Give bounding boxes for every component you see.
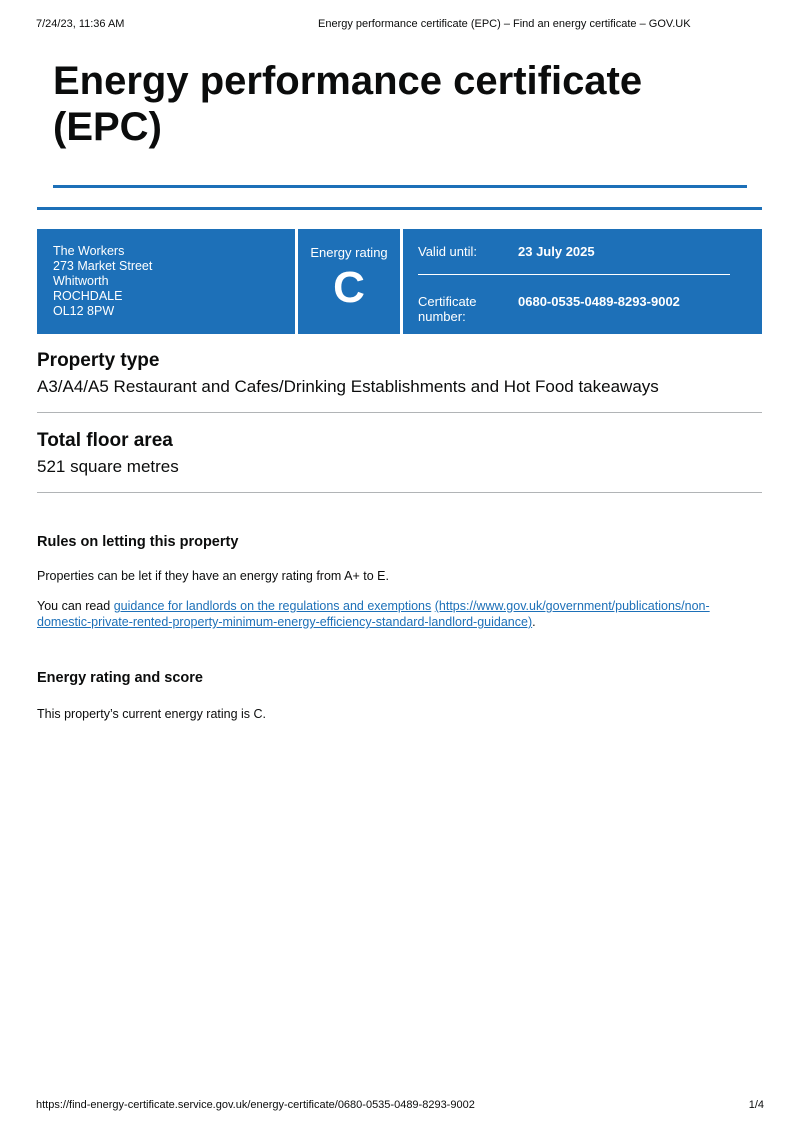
banner-row-divider <box>418 274 730 275</box>
guidance-prefix: You can read <box>37 599 114 613</box>
epc-summary-banner <box>37 229 762 334</box>
rating-score-paragraph: This property’s current energy rating is C. <box>37 707 267 721</box>
energy-rating-label: Energy rating <box>310 245 388 260</box>
address-line: The Workers <box>53 244 125 258</box>
print-page-number: 1/4 <box>748 1099 764 1111</box>
print-header <box>36 18 764 34</box>
guidance-suffix: . <box>532 615 536 629</box>
floor-area-value: 521 square metres <box>37 457 179 476</box>
address-line: ROCHDALE <box>53 289 123 303</box>
print-tab-title: Energy performance certificate (EPC) – Find an energy certificate – GOV.UK <box>318 18 691 30</box>
property-address <box>53 244 152 319</box>
valid-until-label: Valid until: <box>418 244 478 259</box>
energy-rating-letter: C <box>333 263 365 312</box>
print-footer-url: https://find-energy-certificate.service.gov.uk/energy-certificate/0680-0535-0489-8293-9002 <box>36 1099 475 1111</box>
valid-until-value: 23 July 2025 <box>518 244 595 259</box>
letting-rules-paragraph: Properties can be let if they have an energy rating from A+ to E. <box>37 569 389 583</box>
property-type-divider <box>37 412 762 413</box>
address-line: Whitworth <box>53 274 109 288</box>
certificate-number-value: 0680-0535-0489-8293-9002 <box>518 294 680 309</box>
property-type-heading: Property type <box>37 350 160 371</box>
landlord-guidance-url[interactable]: (https://www.gov.uk/government/publications/non-domestic-private-rented-property-minimum-energy-efficiency-standard-landlord-guidance) <box>37 599 710 629</box>
print-footer <box>36 1099 764 1115</box>
title-divider <box>53 185 747 188</box>
certificate-number-label: Certificate number: <box>418 294 477 324</box>
section-divider <box>37 207 762 210</box>
landlord-guidance-paragraph <box>37 598 737 630</box>
address-line: OL12 8PW <box>53 304 115 318</box>
banner-divider <box>400 229 403 334</box>
floor-area-heading: Total floor area <box>37 430 173 451</box>
address-line: 273 Market Street <box>53 259 153 273</box>
print-datetime: 7/24/23, 11:36 AM <box>36 18 125 30</box>
floor-area-divider <box>37 492 762 493</box>
rating-score-heading: Energy rating and score <box>37 670 203 686</box>
letting-rules-heading: Rules on letting this property <box>37 534 239 550</box>
landlord-guidance-link[interactable]: guidance for landlords on the regulations and exemptions <box>113 599 432 613</box>
property-type-value: A3/A4/A5 Restaurant and Cafes/Drinking Establishments and Hot Food takeaways <box>37 377 659 396</box>
energy-rating-box <box>298 229 400 334</box>
page-title: Energy performance certificate (EPC) <box>53 59 643 149</box>
